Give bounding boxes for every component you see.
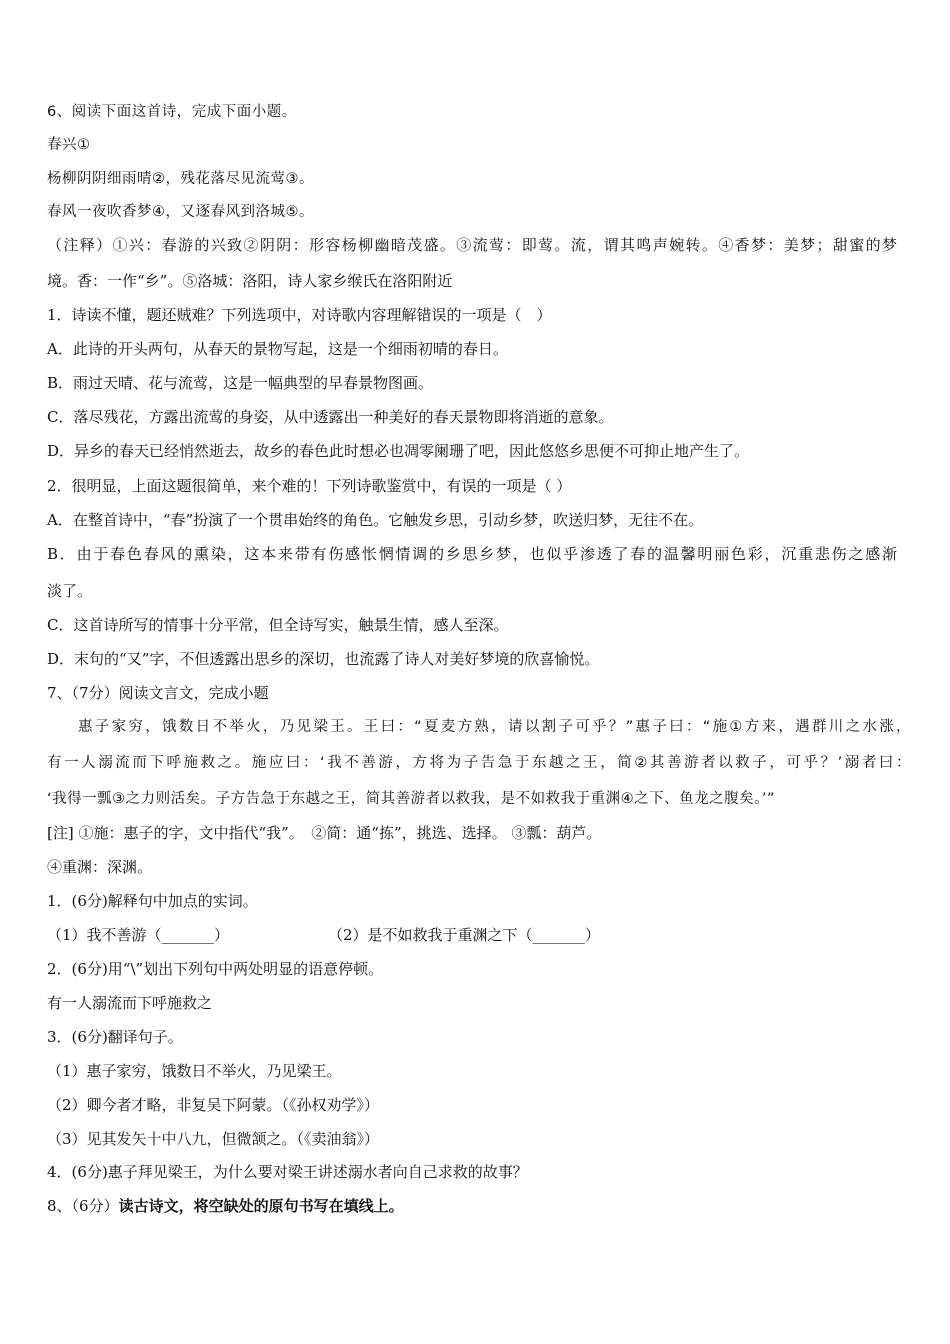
- option-c: C．这首诗所写的情事十分平常，但全诗写实，触景生情，感人至深。: [47, 616, 509, 634]
- subquestion-stem: 1．诗读不懂，题还贼难？下列选项中，对诗歌内容理解错误的一项是（ ）: [47, 306, 552, 324]
- subquestion-stem: 2．(6分)用“\”划出下列句中两处明显的语意停顿。: [47, 960, 384, 978]
- fill-blank-item: （2）是不如救我于重渊之下（_______）: [328, 926, 601, 944]
- poem-note: （注释）①兴：春游的兴致②阴阴：形容杨柳幽暗茂盛。③流莺：即莺。流，谓其鸣声婉转。④香梦：美梦；甜蜜的梦: [47, 236, 897, 254]
- classical-text: 惠子家穷，饿数日不举火，乃见梁王。王曰：“夏麦方熟，请以割子可乎？”惠子曰：“施①方来，遇群川之水涨，: [78, 719, 911, 735]
- poem-note: 境。香：一作“乡”。⑤洛城：洛阳，诗人家乡缑氏在洛阳附近: [47, 272, 453, 290]
- subquestion-stem: 2．很明显，上面这题很简单，来个难的！下列诗歌鉴赏中，有误的一项是（ ）: [47, 477, 572, 495]
- classical-text: 有一人溺流而下呼施救之。施应曰：‘我不善游，方将为子告急于东越之王，简②其善游者以救子，可乎？’溺者曰：: [47, 755, 911, 771]
- option-b-cont: 淡了。: [47, 582, 93, 600]
- question-8-instruction: 读古诗文，将空缺处的原句书写在填线上。: [118, 1197, 404, 1215]
- option-a: A．此诗的开头两句，从春天的景物写起，这是一个细雨初晴的春日。: [47, 340, 508, 358]
- text-note: [注] ①施：惠子的字，文中指代“我”。 ②简：通“拣”，挑选、选择。 ③瓢：葫芦。: [47, 824, 602, 842]
- subquestion-stem: 3．(6分)翻译句子。: [47, 1028, 183, 1046]
- option-a: A．在整首诗中，“春”扮演了一个贯串始终的角色。它触发乡思，引动乡梦，吹送归梦，无往不在。: [47, 511, 704, 529]
- translate-item: （2）卿今者才略，非复吴下阿蒙。（《孙权劝学》）: [47, 1096, 380, 1114]
- question-8-title: [47, 1196, 404, 1216]
- subquestion-stem: 1．(6分)解释句中加点的实词。: [47, 892, 258, 910]
- translate-item: （3）见其发矢十中八九，但微颔之。（《卖油翁》）: [47, 1130, 380, 1148]
- poem-line: 春风一夜吹香梦④，又逐春风到洛城⑤。: [47, 204, 314, 220]
- option-b: B．雨过天晴、花与流莺，这是一幅典型的早春景物图画。: [47, 374, 434, 392]
- option-b: B．由于春色春风的熏染，这本来带有伤感怅惘情调的乡思乡梦，也似乎渗透了春的温馨明丽色彩，沉重悲伤之感渐: [47, 545, 897, 563]
- subquestion-stem: 4．(6分)惠子拜见梁王，为什么要对梁王讲述溺水者向自己求救的故事？: [47, 1163, 528, 1181]
- poem-line: 杨柳阴阴细雨晴②，残花落尽见流莺③。: [47, 171, 314, 187]
- question-6-title: 6、阅读下面这首诗，完成下面小题。: [47, 104, 297, 120]
- sentence: 有一人溺流而下呼施救之: [47, 994, 213, 1012]
- option-d: D．异乡的春天已经悄然逝去，故乡的春色此时想必也凋零阑珊了吧，因此悠悠乡思便不可抑止地产生了。: [47, 442, 750, 460]
- question-8-prefix: 8、（6分）: [47, 1197, 119, 1215]
- translate-item: （1）惠子家穷，饿数日不举火，乃见梁王。: [47, 1062, 342, 1080]
- fill-blank-item: （1）我不善游（_______）: [47, 926, 230, 944]
- text-note: ④重渊：深渊。: [47, 858, 153, 876]
- classical-text: ‘我得一瓢③之力则活矣。子方告急于东越之王，简其善游者以救我，是不如救我于重渊④之下、鱼龙之腹矣。’”: [47, 791, 775, 807]
- option-d: D．末句的“又”字，不但透露出思乡的深切，也流露了诗人对美好梦境的欣喜愉悦。: [47, 650, 600, 668]
- option-c: C．落尽残花，方露出流莺的身姿，从中透露出一种美好的春天景物即将消逝的意象。: [47, 408, 614, 426]
- question-7-title: 7、（7分）阅读文言文，完成小题: [47, 684, 269, 702]
- poem-title: 春兴①: [47, 137, 91, 153]
